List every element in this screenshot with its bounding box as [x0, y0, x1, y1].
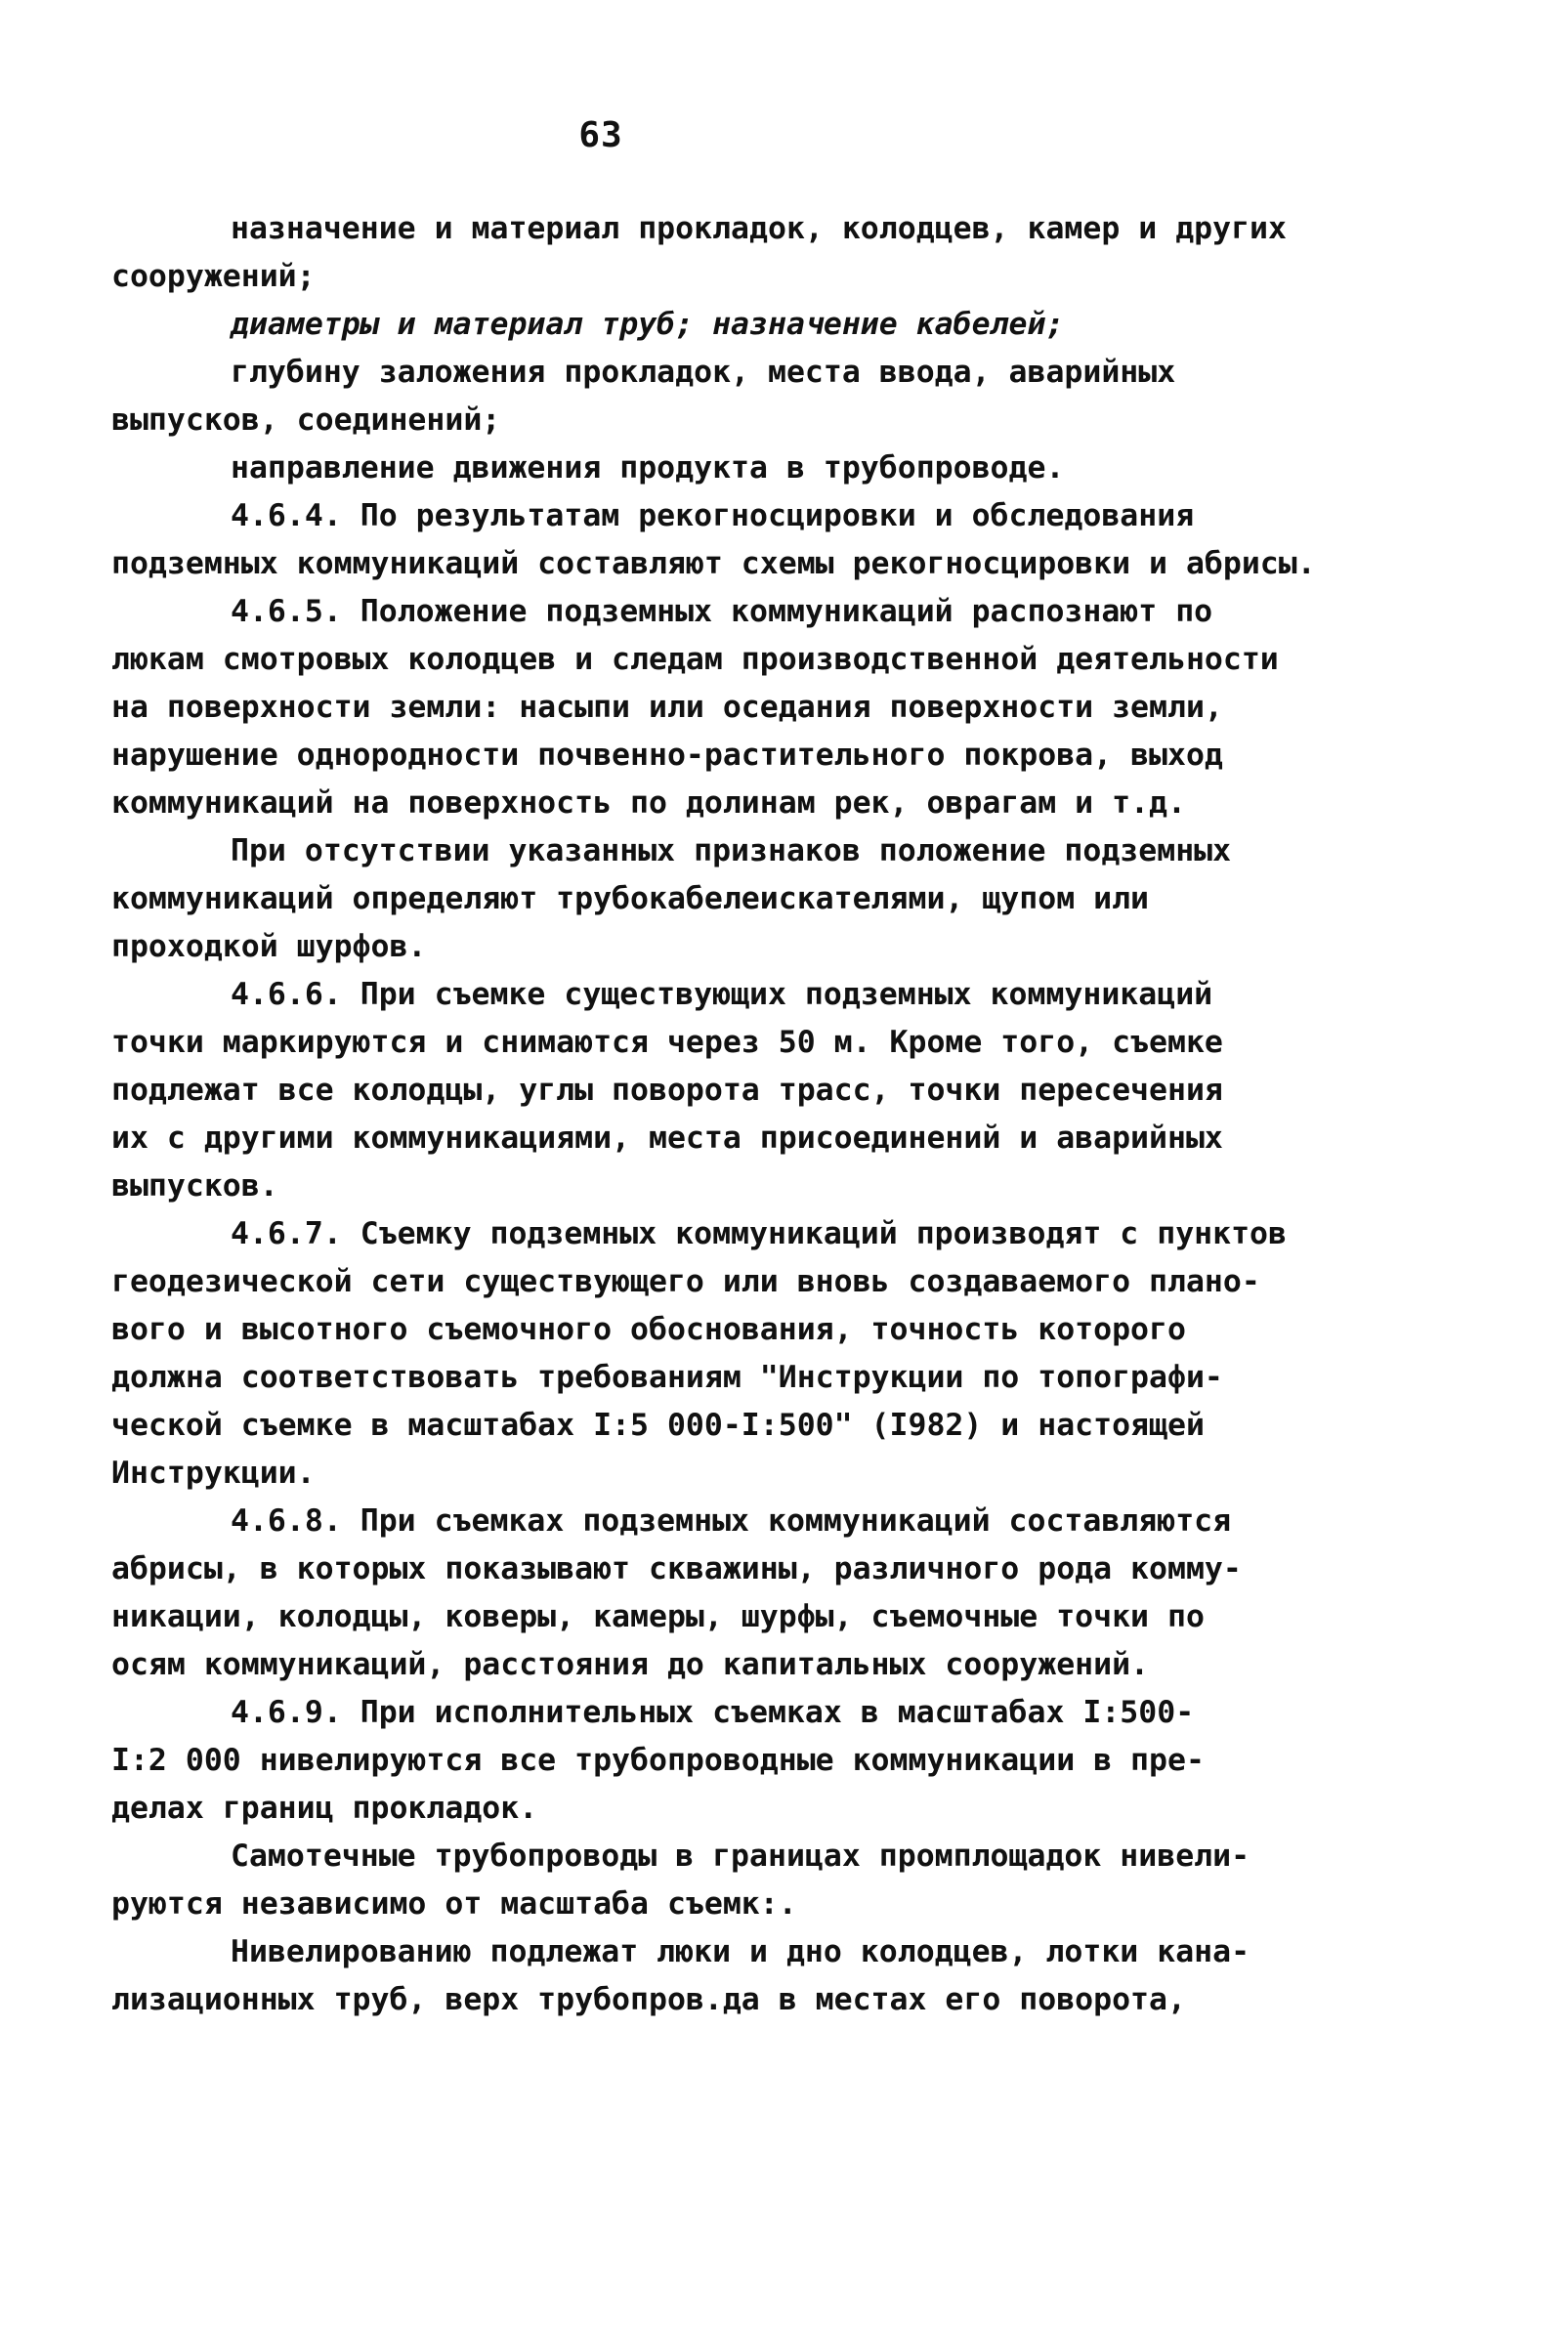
text-line: геодезической сети существующего или вновь создаваемого плано- — [111, 1264, 1260, 1299]
text-line: выпусков. — [111, 1168, 278, 1204]
text-line: их с другими коммуникациями, места присоединений и аварийных — [111, 1120, 1223, 1156]
page-number: 63 — [578, 115, 623, 155]
text-line: должна соответствовать требованиям "Инструкции по топографи- — [111, 1360, 1223, 1395]
text-line: коммуникаций на поверхность по долинам рек, оврагам и т.д. — [111, 785, 1186, 821]
text-line: ческой съемке в масштабах I:5 000-I:500" (I982) и настоящей — [111, 1408, 1205, 1443]
text-line: 4.6.5. Положение подземных коммуникаций распознают по — [231, 594, 1213, 629]
text-line: никации, колодцы, коверы, камеры, шурфы, съемочные точки по — [111, 1599, 1205, 1634]
text-line: 4.6.9. При исполнительных съемках в масштабах I:500- — [231, 1695, 1195, 1730]
text-line: Самотечные трубопроводы в границах промплощадок нивели- — [231, 1839, 1250, 1874]
text-line: коммуникаций определяют трубокабелеискателями, щупом или — [111, 881, 1150, 916]
text-line: проходкой шурфов. — [111, 929, 427, 964]
text-line: назначение и материал прокладок, колодцев, камер и других — [231, 211, 1287, 246]
text-line: нарушение однородности почвенно-растительного покрова, выход — [111, 738, 1223, 773]
text-line: делах границ прокладок. — [111, 1791, 538, 1826]
text-line: подлежат все колодцы, углы поворота трасс, точки пересечения — [111, 1073, 1223, 1108]
text-line: 4.6.6. При съемке существующих подземных коммуникаций — [231, 977, 1213, 1012]
text-line: сооружений; — [111, 259, 316, 294]
text-line: люкам смотровых колодцев и следам производственной деятельности — [111, 642, 1279, 677]
text-line: 4.6.4. По результатам рекогносцировки и обследования — [231, 498, 1195, 533]
text-line: направление движения продукта в трубопроводе. — [231, 450, 1065, 486]
text-line: выпусков, соединений; — [111, 402, 501, 438]
text-line: руются независимо от масштаба съемк:. — [111, 1886, 797, 1922]
text-line: осям коммуникаций, расстояния до капитальных сооружений. — [111, 1647, 1150, 1682]
text-line: диаметры и материал труб; назначение кабелей; — [231, 307, 1065, 342]
text-line: глубину заложения прокладок, места ввода, аварийных — [231, 355, 1176, 390]
text-line: на поверхности земли: насыпи или оседания поверхности земли, — [111, 690, 1223, 725]
text-line: Нивелированию подлежат люки и дно колодцев, лотки кана- — [231, 1934, 1250, 1969]
text-line: 4.6.7. Съемку подземных коммуникаций производят с пунктов — [231, 1216, 1287, 1251]
text-line: абрисы, в которых показывают скважины, различного рода комму- — [111, 1551, 1242, 1586]
text-line: 4.6.8. При съемках подземных коммуникаций составляются — [231, 1503, 1232, 1539]
text-line: подземных коммуникаций составляют схемы рекогносцировки и абрисы. — [111, 546, 1316, 581]
text-line: вого и высотного съемочного обоснования, точность которого — [111, 1312, 1186, 1347]
text-line: При отсутствии указанных признаков положение подземных — [231, 833, 1232, 868]
text-line: лизационных труб, верх трубопров.да в местах его поворота, — [111, 1982, 1186, 2017]
text-line: Инструкции. — [111, 1456, 316, 1491]
document-text-body — [111, 205, 1372, 2024]
text-line: точки маркируются и снимаются через 50 м. Кроме того, съемке — [111, 1025, 1223, 1060]
text-line: I:2 000 нивелируются все трубопроводные коммуникации в пре- — [111, 1743, 1205, 1778]
